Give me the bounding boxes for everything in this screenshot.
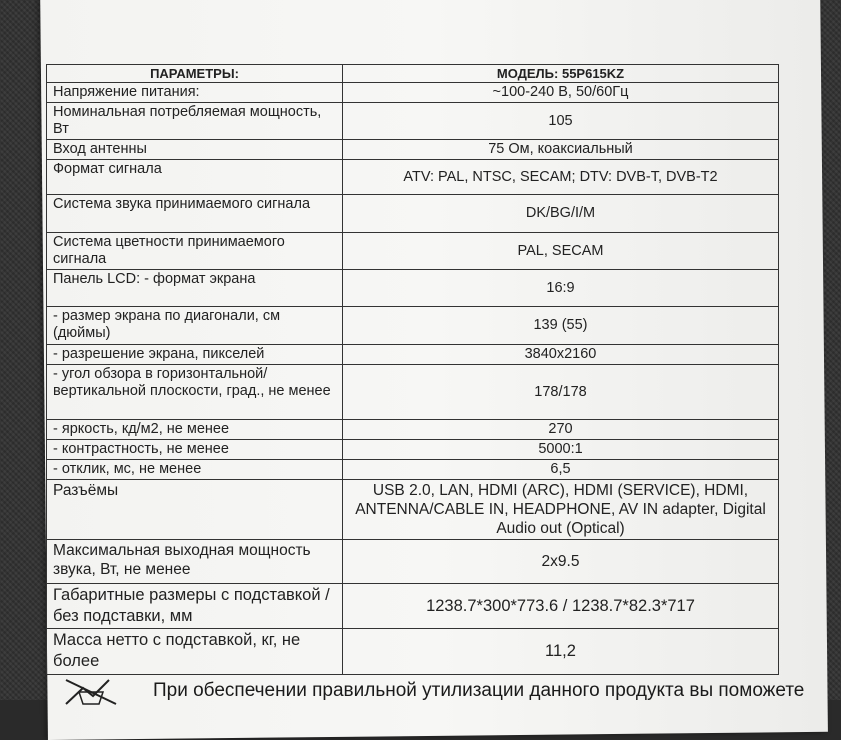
param-cell: Система цветности принимаемого сигнала [47, 233, 343, 270]
param-cell: Панель LCD: - формат экрана [47, 270, 343, 307]
param-cell: Масса нетто с подставкой, кг, не более [47, 629, 343, 675]
table-row [47, 365, 779, 420]
table-row [47, 584, 779, 629]
param-cell: Разъёмы [47, 480, 343, 540]
param-cell: - яркость, кд/м2, не менее [47, 420, 343, 440]
param-cell: - отклик, мс, не менее [47, 460, 343, 480]
param-cell: Номинальная потребляемая мощность, Вт [47, 103, 343, 140]
table-row [47, 420, 779, 440]
value-cell: 16:9 [343, 270, 779, 307]
value-cell: ATV: PAL, NTSC, SECAM; DTV: DVB-T, DVB-T2 [343, 160, 779, 195]
table-row [47, 460, 779, 480]
value-cell: 270 [343, 420, 779, 440]
value-cell: USB 2.0, LAN, HDMI (ARC), HDMI (SERVICE), HDMI, ANTENNA/CABLE IN, HEADPHONE, AV IN adapter, Digital Audio out (Optical) [343, 480, 779, 540]
table-row [47, 480, 779, 540]
table-row [47, 83, 779, 103]
table-row [47, 140, 779, 160]
value-cell: 2x9.5 [343, 540, 779, 584]
param-cell: Вход антенны [47, 140, 343, 160]
param-cell: Максимальная выходная мощность звука, Вт, не менее [47, 540, 343, 584]
value-cell: ~100-240 В, 50/60Гц [343, 83, 779, 103]
table-row [47, 629, 779, 675]
table-row [47, 103, 779, 140]
footer-text: При обеспечении правильной утилизации данного продукта вы поможете [153, 680, 805, 701]
param-cell: - размер экрана по диагонали, см (дюймы) [47, 307, 343, 345]
param-cell: Габаритные размеры с подставкой / без подставки, мм [47, 584, 343, 629]
footer [55, 672, 835, 712]
table-row [47, 195, 779, 233]
param-cell: Система звука принимаемого сигнала [47, 195, 343, 233]
value-cell: DK/BG/I/M [343, 195, 779, 233]
header-model: МОДЕЛЬ: 55P615KZ [343, 65, 779, 83]
table-row [47, 270, 779, 307]
value-cell: 105 [343, 103, 779, 140]
table-row [47, 233, 779, 270]
value-cell: 75 Ом, коаксиальный [343, 140, 779, 160]
param-cell: Напряжение питания: [47, 83, 343, 103]
value-cell: 5000:1 [343, 440, 779, 460]
table-header-row [47, 65, 779, 83]
header-param: ПАРАМЕТРЫ: [47, 65, 343, 83]
value-cell: 178/178 [343, 365, 779, 420]
table-row [47, 540, 779, 584]
table-row [47, 345, 779, 365]
value-cell: 139 (55) [343, 307, 779, 345]
param-cell: - угол обзора в горизонтальной/вертикальной плоскости, град., не менее [47, 365, 343, 420]
value-cell: 3840x2160 [343, 345, 779, 365]
table-row [47, 440, 779, 460]
value-cell: 6,5 [343, 460, 779, 480]
value-cell: 1238.7*300*773.6 / 1238.7*82.3*717 [343, 584, 779, 629]
spec-table [46, 64, 779, 675]
table-row [47, 160, 779, 195]
param-cell: - контрастность, не менее [47, 440, 343, 460]
crossed-bin-icon [61, 676, 121, 711]
table-row [47, 307, 779, 345]
value-cell: 11,2 [343, 629, 779, 675]
value-cell: PAL, SECAM [343, 233, 779, 270]
param-cell: Формат сигнала [47, 160, 343, 195]
param-cell: - разрешение экрана, пикселей [47, 345, 343, 365]
